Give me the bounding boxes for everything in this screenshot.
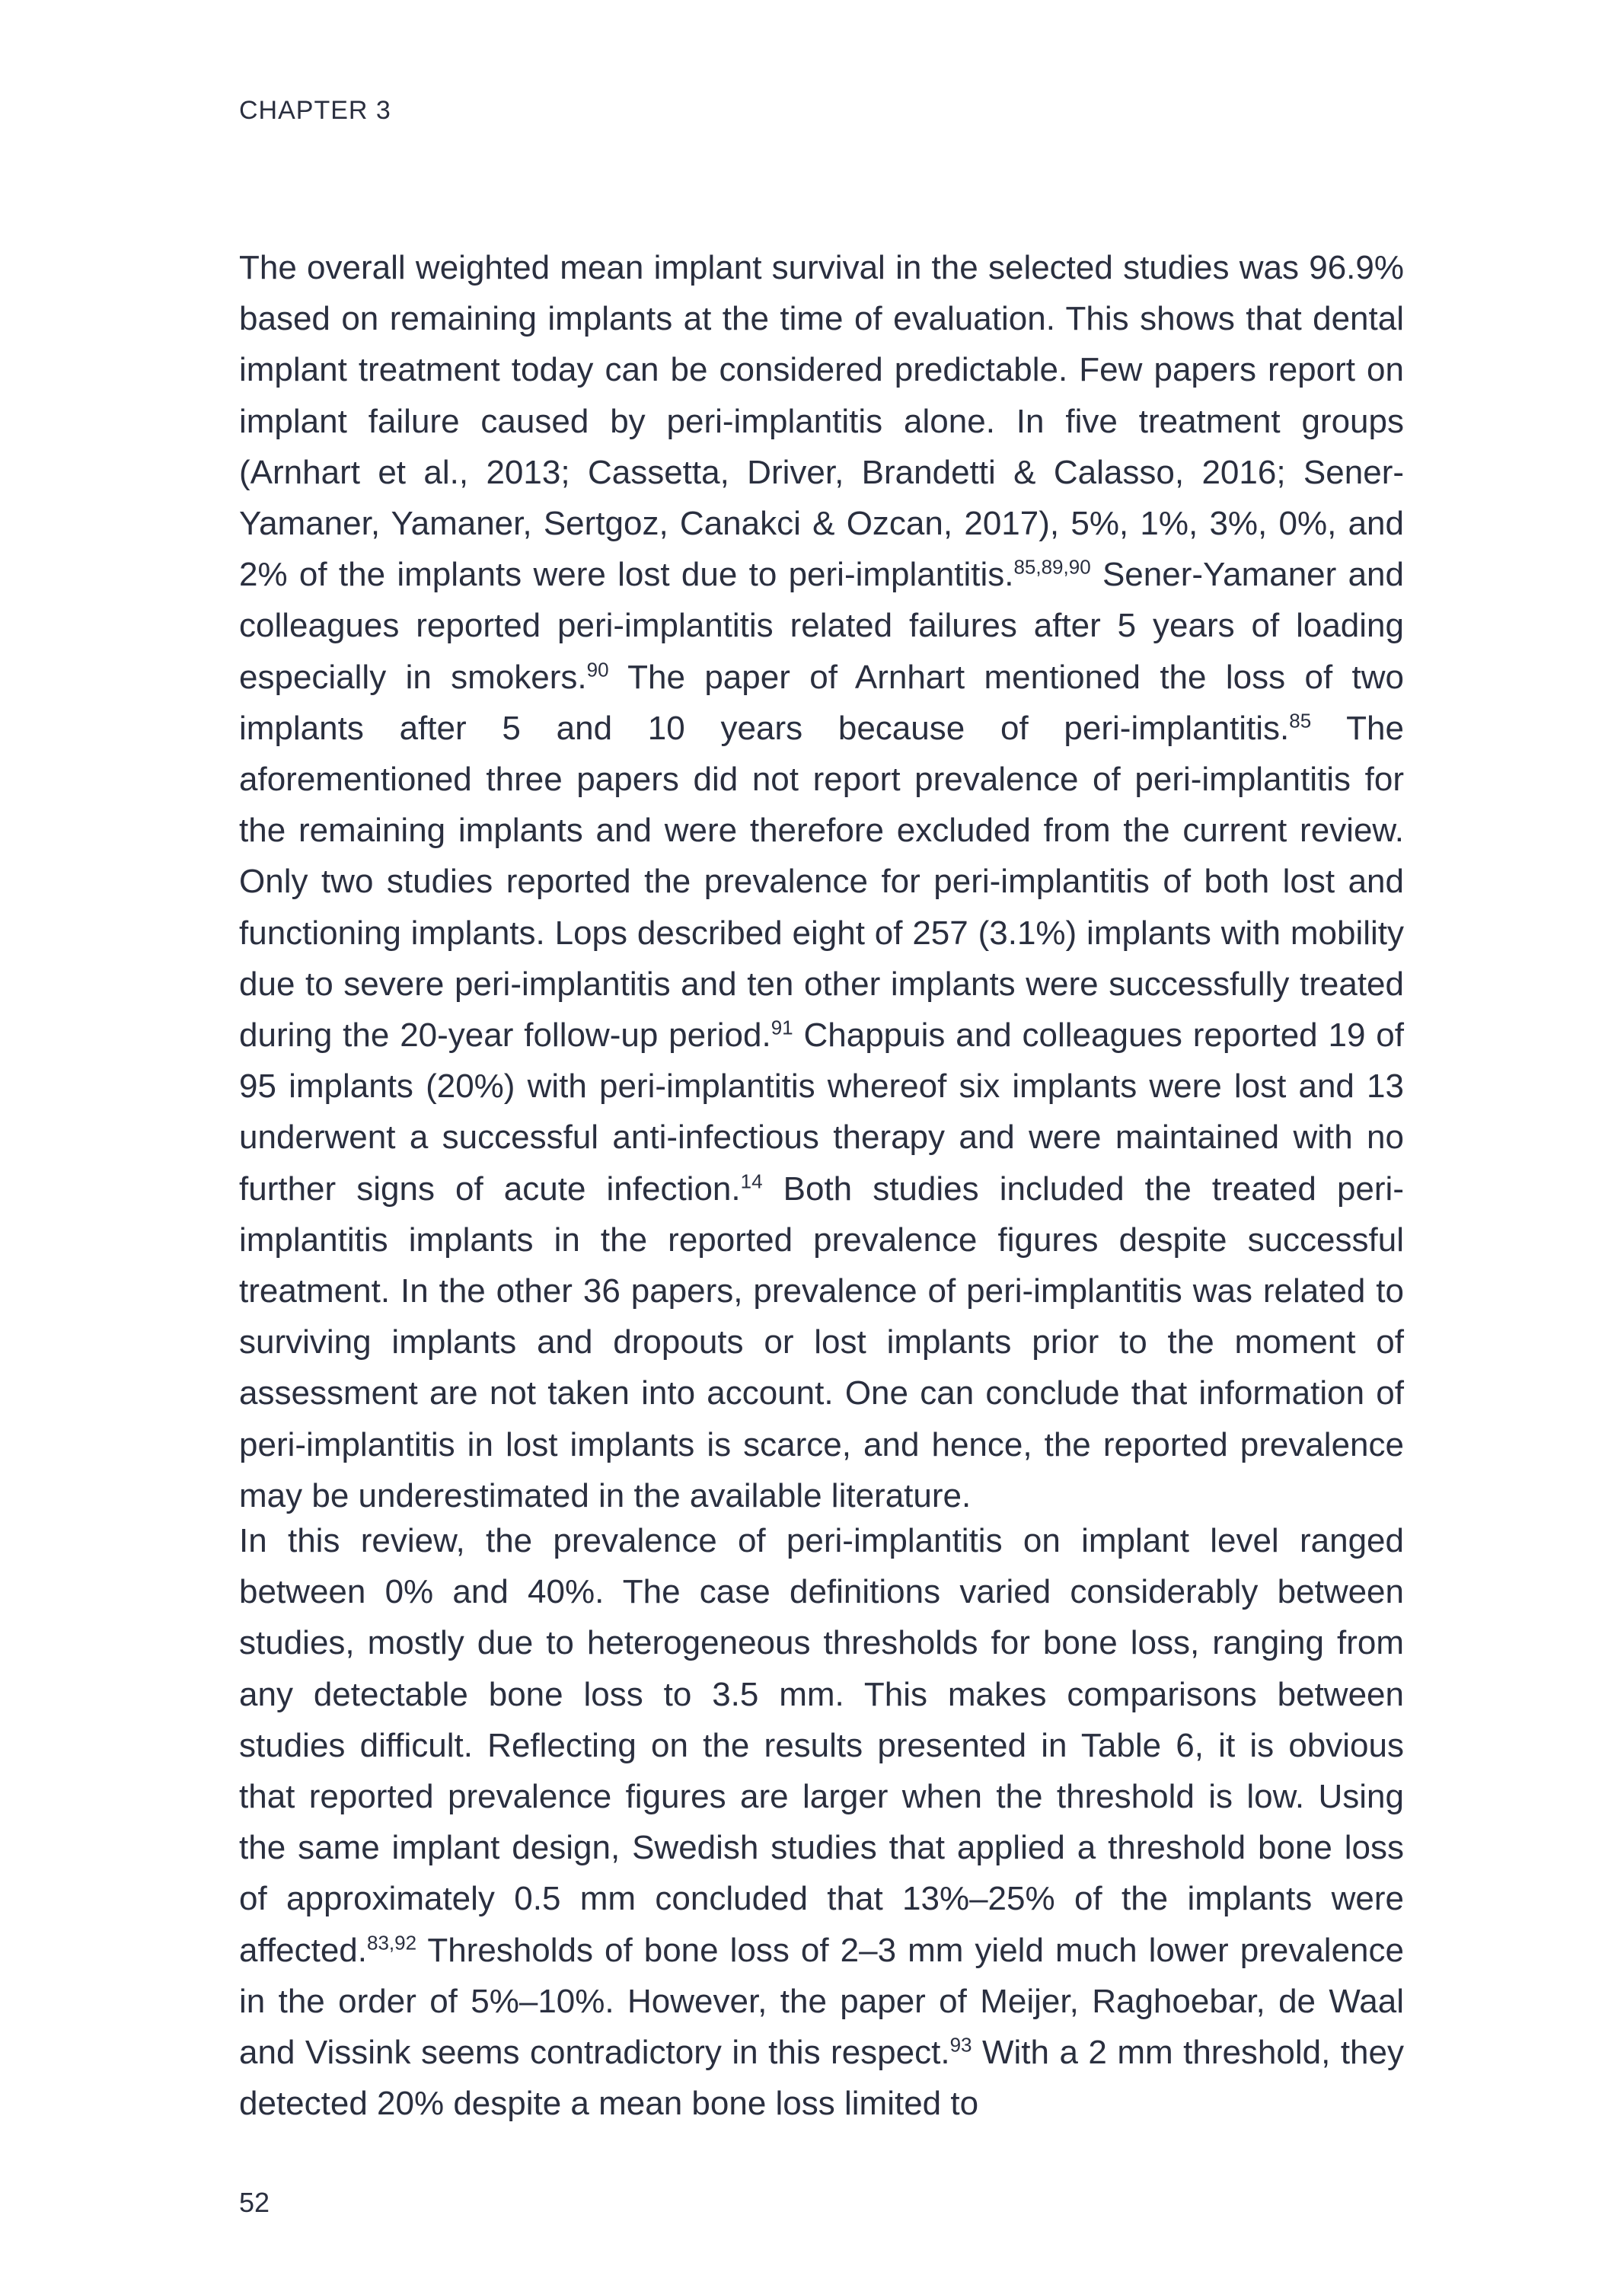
page-number: 52 <box>239 2187 270 2218</box>
citation-superscript: 14 <box>740 1170 763 1192</box>
paragraph-text: Chappuis and colleagues reported 19 of 95 implants (20%) with peri-implantitis whereof six implants were lost and 13 underwent a successful anti-infectious therapy and were maintained with no further signs of acute infection. <box>239 1016 1404 1208</box>
paragraph-text: With a 2 mm threshold, they detected 20% despite a mean bone loss limited to <box>239 2034 1404 2123</box>
body-paragraph-1 <box>239 242 1404 1521</box>
citation-superscript: 85 <box>1289 709 1312 732</box>
citation-superscript: 85,89,90 <box>1013 555 1091 579</box>
paragraph-text: The paper of Arnhart mentioned the loss of two implants after 5 and 10 years because of peri-implantitis. <box>239 658 1404 747</box>
paragraph-text: In this review, the prevalence of peri-implantitis on implant level ranged between 0% and 40%. The case definitions varied considerably between studies, mostly due to heterogeneous thresholds for bone loss, ranging from any detectable bone loss to 3.5 mm. This makes comparisons between studies difficult. Reflecting on the results presented in Table 6, it is obvious that reported prevalence figures are larger when the threshold is low. Using the same implant design, Swedish studies that applied a threshold bone loss of approximately 0.5 mm concluded that 13%–25% of the implants were affected. <box>239 1522 1404 1969</box>
citation-superscript: 90 <box>586 657 609 681</box>
paragraph-text: Sener-Yamaner and colleagues reported peri-implantitis related failures after 5 years of loading especially in smokers. <box>239 556 1405 696</box>
paragraph-text: Both studies included the treated peri-implantitis implants in the reported prevalence figures despite successful treatment. In the other 36 papers, prevalence of peri-implantitis was related to surviving implants and dropouts or lost implants prior to the moment of assessment are not taken into account. One can conclude that information of peri-implantitis in lost implants is scarce, and hence, the reported prevalence may be underestimated in the available literature. <box>239 1170 1404 1514</box>
body-paragraph-2 <box>239 1515 1404 2129</box>
paragraph-text: The aforementioned three papers did not report prevalence of peri-implantitis for the remaining implants and were therefore excluded from the current review. Only two studies reported the prevalence for peri-implantitis of both lost and functioning implants. Lops described eight of 257 (3.1%) implants with mobility due to severe peri-implantitis and ten other implants were successfully treated during the 20-year follow-up period. <box>239 709 1405 1055</box>
citation-superscript: 93 <box>949 2033 972 2057</box>
chapter-header: CHAPTER 3 <box>239 96 391 125</box>
citation-superscript: 91 <box>771 1016 793 1039</box>
paragraph-text: Thresholds of bone loss of 2–3 mm yield much lower prevalence in the order of 5%–10%. However, the paper of Meijer, Raghoebar, de Waal and Vissink seems contradictory in this respect. <box>239 1931 1404 2072</box>
citation-superscript: 83,92 <box>367 1930 417 1954</box>
paragraph-text: The overall weighted mean implant survival in the selected studies was 96.9% based on remaining implants at the time of evaluation. This shows that dental implant treatment today can be considered predictable. Few papers report on implant failure caused by peri-implantitis alone. In five treatment groups (Arnhart et al., 2013; Cassetta, Driver, Brandetti & Calasso, 2016; Sener-Yamaner, Yamaner, Sertgoz, Canakci & Ozcan, 2017), 5%, 1%, 3%, 0%, and 2% of the implants were lost due to peri-implantitis. <box>239 249 1404 594</box>
